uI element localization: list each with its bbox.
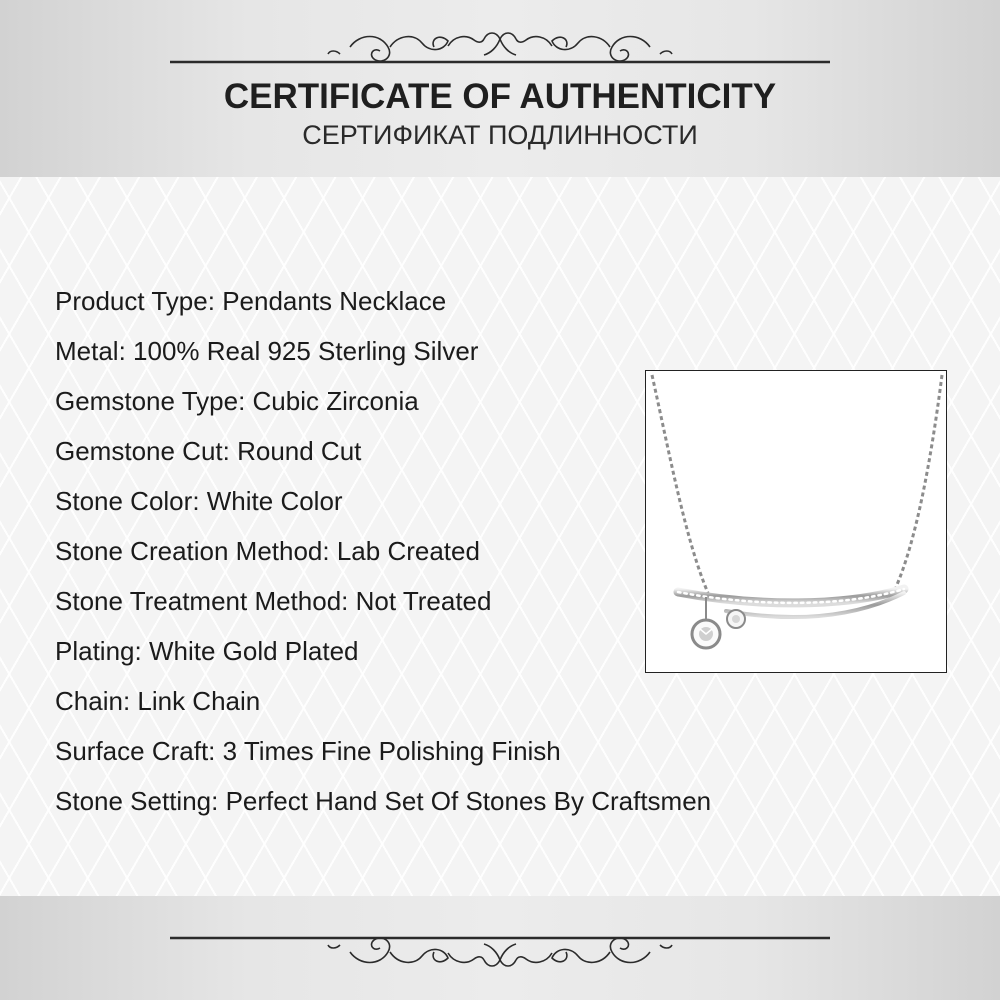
spec-value: Round Cut: [237, 436, 362, 466]
spec-metal: Metal: 100% Real 925 Sterling Silver: [55, 336, 479, 366]
spec-label: Product Type: [55, 286, 208, 316]
spec-value: White Gold Plated: [148, 636, 359, 666]
ornament-divider-top-icon: [0, 22, 1000, 72]
necklace-product-photo-icon: [646, 371, 946, 672]
spec-label: Stone Setting: [55, 786, 212, 816]
spec-label: Gemstone Type: [55, 386, 239, 416]
product-image-frame: [645, 370, 947, 673]
spec-gemstone-type: Gemstone Type: Cubic Zirconia: [55, 386, 419, 416]
spec-label: Stone Treatment Method: [55, 586, 342, 616]
spec-value: Pendants Necklace: [222, 286, 447, 316]
spec-stone-treatment-method: Stone Treatment Method: Not Treated: [55, 586, 492, 616]
spec-value: Perfect Hand Set Of Stones By Craftsmen: [225, 786, 712, 816]
spec-label: Stone Creation Method: [55, 536, 323, 566]
spec-gemstone-cut: Gemstone Cut: Round Cut: [55, 436, 362, 466]
spec-surface-craft: Surface Craft: 3 Times Fine Polishing Finish: [55, 736, 561, 766]
spec-label: Plating: [55, 636, 135, 666]
spec-stone-color: Stone Color: White Color: [55, 486, 343, 516]
header-band: [0, 0, 1000, 177]
spec-value: Link Chain: [137, 686, 261, 716]
certificate-title-russian: СЕРТИФИКАТ ПОДЛИННОСТИ: [302, 120, 698, 150]
spec-chain: Chain: Link Chain: [55, 686, 261, 716]
spec-product-type: Product Type: Pendants Necklace: [55, 286, 447, 316]
spec-stone-setting: Stone Setting: Perfect Hand Set Of Stones By Craftsmen: [55, 786, 712, 816]
spec-value: 3 Times Fine Polishing Finish: [222, 736, 561, 766]
footer-band: [0, 896, 1000, 1000]
spec-label: Chain: [55, 686, 123, 716]
spec-value: Not Treated: [355, 586, 492, 616]
spec-plating: Plating: White Gold Plated: [55, 636, 359, 666]
certificate-title: CERTIFICATE OF AUTHENTICITY: [223, 77, 777, 116]
spec-label: Surface Craft: [55, 736, 209, 766]
spec-label: Metal: [55, 336, 119, 366]
spec-label: Gemstone Cut: [55, 436, 223, 466]
spec-stone-creation-method: Stone Creation Method: Lab Created: [55, 536, 480, 566]
spec-value: Cubic Zirconia: [252, 386, 419, 416]
spec-value: 100% Real 925 Sterling Silver: [133, 336, 479, 366]
ornament-divider-bottom-icon: [0, 922, 1000, 972]
spec-label: Stone Color: [55, 486, 193, 516]
spec-value: Lab Created: [336, 536, 480, 566]
spec-value: White Color: [206, 486, 343, 516]
